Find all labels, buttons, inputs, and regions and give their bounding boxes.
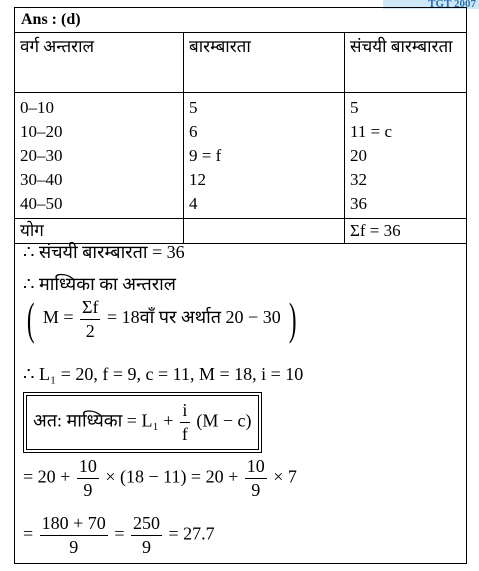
calculation-step-2 (23, 513, 215, 558)
denominator: f (181, 424, 188, 444)
formula-rhs: (M − c) (196, 410, 252, 431)
total-empty-cell (184, 219, 345, 244)
denominator: 9 (131, 535, 162, 558)
formula-box (23, 392, 262, 453)
sigma-f-over-2 (80, 297, 100, 342)
table-cell: 36 (350, 194, 367, 213)
header-cumulative-frequency: संचयी बारम्बारता (345, 33, 467, 93)
total-label: योग (15, 219, 184, 244)
result-fraction (131, 513, 162, 558)
calc-text: × 7 (273, 466, 297, 487)
denominator: 2 (80, 319, 100, 342)
left-paren: ( (26, 293, 35, 344)
table-cell: 4 (189, 194, 198, 213)
table-cell: 30–40 (20, 170, 63, 189)
numerator: 180 + 70 (41, 513, 106, 533)
final-result: = 27.7 (168, 523, 215, 544)
right-paren: ) (289, 293, 297, 344)
table-cell: 32 (350, 170, 367, 189)
total-value: Σf = 36 (345, 219, 467, 244)
answer-label: Ans : (d) (15, 8, 466, 33)
table-cell: 9 = f (189, 146, 222, 165)
parameters-line: ∴ L₁ = 20, f = 9, c = 11, M = 18, i = 10 (23, 364, 304, 384)
numerator: i (182, 400, 188, 420)
table-cell: 5 (189, 98, 198, 117)
table-values-row (15, 93, 466, 219)
exam-source-tag: TGT 2007 (383, 0, 479, 9)
answer-box (14, 7, 467, 564)
denominator: 9 (77, 478, 99, 501)
numerator: 10 (78, 456, 97, 476)
median-formula (23, 392, 262, 453)
frequency-table (15, 33, 466, 244)
calc-text: = 20 + (23, 466, 71, 487)
numerator: Σf (81, 296, 99, 317)
table-cell: 10–20 (20, 122, 63, 141)
calculation-step-1 (23, 456, 297, 501)
cumulative-frequency-column (345, 93, 467, 219)
table-header-row (15, 33, 466, 93)
ten-over-nine (77, 456, 99, 501)
median-interval-heading: ∴ माध्यिका का अन्तराल (23, 274, 177, 294)
m-lhs: M = (42, 307, 74, 328)
header-frequency: बारम्बारता (184, 33, 345, 93)
ten-over-nine (245, 456, 267, 501)
table-cell: 20 (350, 146, 367, 165)
equals-sign: = (114, 523, 125, 544)
i-over-f (180, 400, 190, 445)
table-cell: 11 = c (350, 122, 393, 141)
sum-over-nine (40, 513, 108, 558)
denominator: 9 (245, 478, 267, 501)
equals-sign: = (23, 523, 34, 544)
denominator: 9 (40, 535, 108, 558)
class-interval-column (15, 93, 184, 219)
m-rhs: = 18वाँ पर अर्थात 20 − 30 (106, 307, 281, 328)
calc-text: × (18 − 11) = 20 + (105, 466, 239, 487)
frequency-column (184, 93, 345, 219)
cumulative-total-line: ∴ संचयी बारम्बारता = 36 (23, 242, 185, 262)
table-cell: 40–50 (20, 194, 63, 213)
table-cell: 5 (350, 98, 359, 117)
table-cell: 12 (189, 170, 206, 189)
header-class-interval: वर्ग अन्तराल (15, 33, 184, 93)
median-position-expression (23, 293, 301, 344)
table-cell: 6 (189, 122, 198, 141)
numerator: 10 (246, 456, 265, 476)
formula-lhs: अत: माध्यिका = L₁ + (33, 410, 174, 431)
table-cell: 0–10 (20, 98, 54, 117)
table-cell: 20–30 (20, 146, 63, 165)
numerator: 250 (132, 513, 160, 533)
